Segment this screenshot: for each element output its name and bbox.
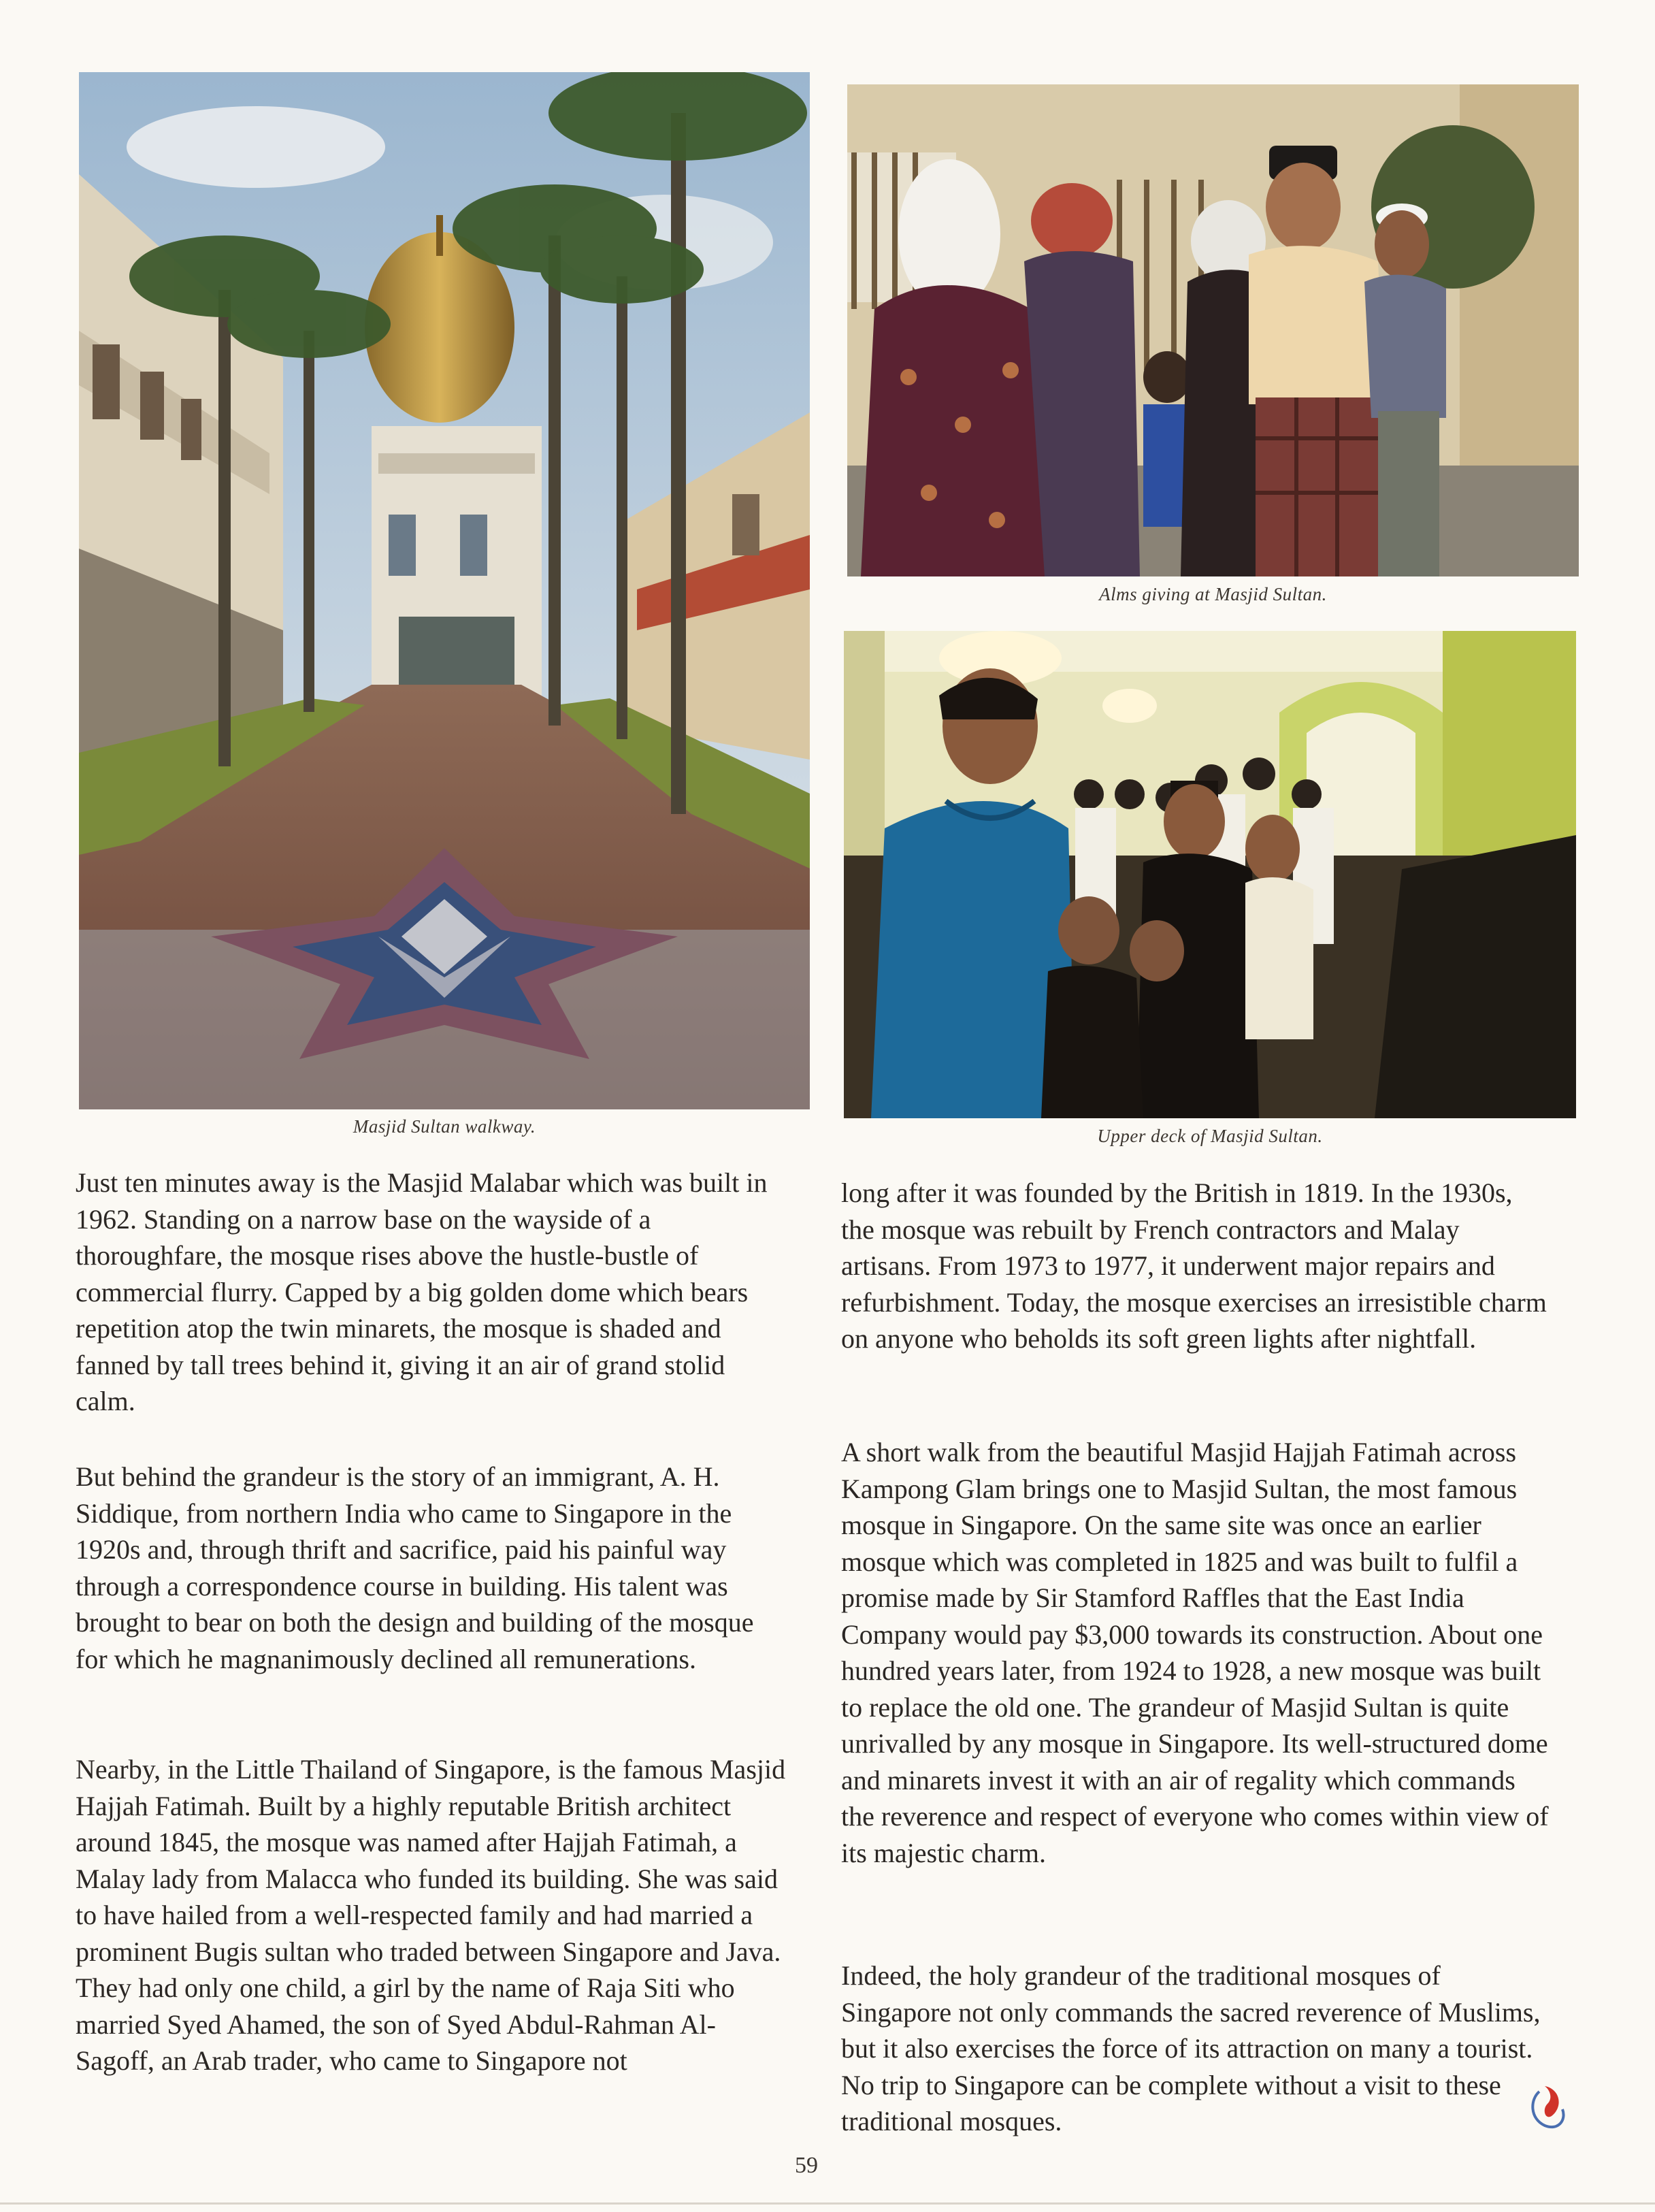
- end-mark-icon: [1524, 2079, 1572, 2134]
- upper-deck-illustration: [844, 631, 1576, 1118]
- left-paragraph-3: Nearby, in the Little Thailand of Singapore, is the famous Masjid Hajjah Fatimah. Built by a highly reputable British architect around 1845, the mosque was named after Hajjah Fatimah, a Malay lady from Malacca who funded its building. She was said to have hailed from a well-respected family and had married a prominent Bugis sultan who traded between Singapore and Java. They had only one child, a girl by the name of Raja Siti who married Syed Ahamed, the son of Syed Abdul-Rahman Al-Sagoff, an Arab trader, who came to Singapore not: [76, 1754, 786, 2076]
- page-bottom-edge: [0, 2202, 1655, 2205]
- right-paragraph-2: A short walk from the beautiful Masjid Hajjah Fatimah across Kampong Glam brings one to Masjid Sultan, the most famous mosque in Singapore. On the same site was once an earlier mosque which was completed in 1825 and was built to fulfil a promise made by Sir Stamford Raffles that the East India Company would pay $3,000 towards its construction. About one hundred years later, from 1924 to 1928, a new mosque was built to replace the old one. The grandeur of Masjid Sultan is quite unrivalled by any mosque in Singapore. Its well-structured dome and minarets invest it with an air of regality which commands the reverence and respect of everyone who comes within view of its majestic charm.: [841, 1437, 1549, 1868]
- right-paragraph-3: Indeed, the holy grandeur of the traditional mosques of Singapore not only commands the sacred reverence of Muslims, but it also exercises the force of its attraction on many a tourist. No trip to Singapore can be complete without a visit to these traditional mosques.: [841, 1960, 1541, 2136]
- upper-deck-caption: Upper deck of Masjid Sultan.: [1097, 1126, 1323, 1146]
- walkway-illustration: [79, 72, 810, 1109]
- alms-giving-photo: [847, 84, 1579, 576]
- upper-deck-photo: [844, 631, 1576, 1118]
- walkway-photo: [79, 72, 810, 1109]
- walkway-caption: Masjid Sultan walkway.: [353, 1116, 536, 1137]
- left-paragraph-1: Just ten minutes away is the Masjid Malabar which was built in 1962. Standing on a narrow base on the wayside of a thoroughfare, the mosque rises above the hustle-bustle of commercial flurry. Capped by a big golden dome which bears repetition atop the twin minarets, the mosque is shaded and fanned by tall trees behind it, giving it an air of grand stolid calm.: [76, 1167, 768, 1416]
- alms-giving-caption: Alms giving at Masjid Sultan.: [1099, 584, 1327, 604]
- page-number: 59: [795, 2153, 818, 2178]
- left-paragraph-2: But behind the grandeur is the story of an immigrant, A. H. Siddique, from northern India who came to Singapore in the 1920s and, through thrift and sacrifice, paid his painful way through a correspondence course in building. His talent was brought to bear on both the design and building of the mosque for which he magnanimously declined all remunerations.: [76, 1461, 754, 1674]
- alms-giving-illustration: [847, 84, 1579, 576]
- right-paragraph-1: long after it was founded by the British in 1819. In the 1930s, the mosque was rebuilt by French contractors and Malay artisans. From 1973 to 1977, it underwent major repairs and refurbishment. Today, the mosque exercises an irresistible charm on anyone who beholds its soft green lights after nightfall.: [841, 1177, 1547, 1354]
